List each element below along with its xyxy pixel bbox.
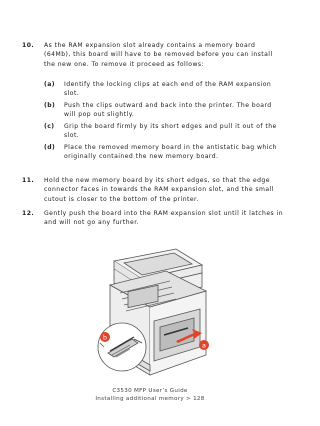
step-text: Hold the new memory board by its short edges, so that the edge connector faces in towards the RAM expansion slot, and the small cutout is closer to the bottom of the printer. — [44, 177, 274, 203]
step-11 — [22, 176, 284, 204]
svg-text:a: a — [202, 341, 206, 350]
step-text: As the RAM expansion slot already contains a memory board (64Mb), this board will have to be removed before you can install the new one. To remove it proceed as follows: — [44, 42, 273, 68]
page-footer-title: C3530 MFP User’s Guide — [112, 388, 188, 394]
step-number: 10. — [22, 42, 35, 49]
step-number: 12. — [22, 210, 35, 217]
substep-c — [44, 122, 284, 141]
printer-illustration — [84, 243, 224, 383]
substep-d — [44, 143, 284, 162]
substep-b — [44, 101, 284, 120]
svg-text:b: b — [102, 333, 108, 342]
substep-text: Push the clips outward and back into the printer. The board will pop out slightly. — [64, 102, 272, 119]
substep-text: Identify the locking clips at each end of the RAM expansion slot. — [64, 81, 272, 98]
page-footer-section: Installing additional memory > 128 — [95, 396, 205, 402]
substep-label: (b) — [44, 102, 56, 109]
step-number: 11. — [22, 177, 35, 184]
substep-label: (a) — [44, 81, 56, 88]
substep-label: (d) — [44, 144, 56, 151]
substep-text: Grip the board firmly by its short edges and pull it out of the slot. — [64, 123, 277, 140]
callout-a — [199, 340, 209, 350]
substep-label: (c) — [44, 123, 55, 130]
substep-text: Place the removed memory board in the antistatic bag which originally contained the new memory board. — [64, 144, 277, 161]
step-text: Gently push the board into the RAM expansion slot until it latches in and will not go any further. — [44, 210, 284, 227]
step-12 — [22, 209, 284, 228]
callout-b — [100, 332, 110, 342]
substep-a — [44, 80, 284, 99]
step-10 — [22, 41, 284, 69]
